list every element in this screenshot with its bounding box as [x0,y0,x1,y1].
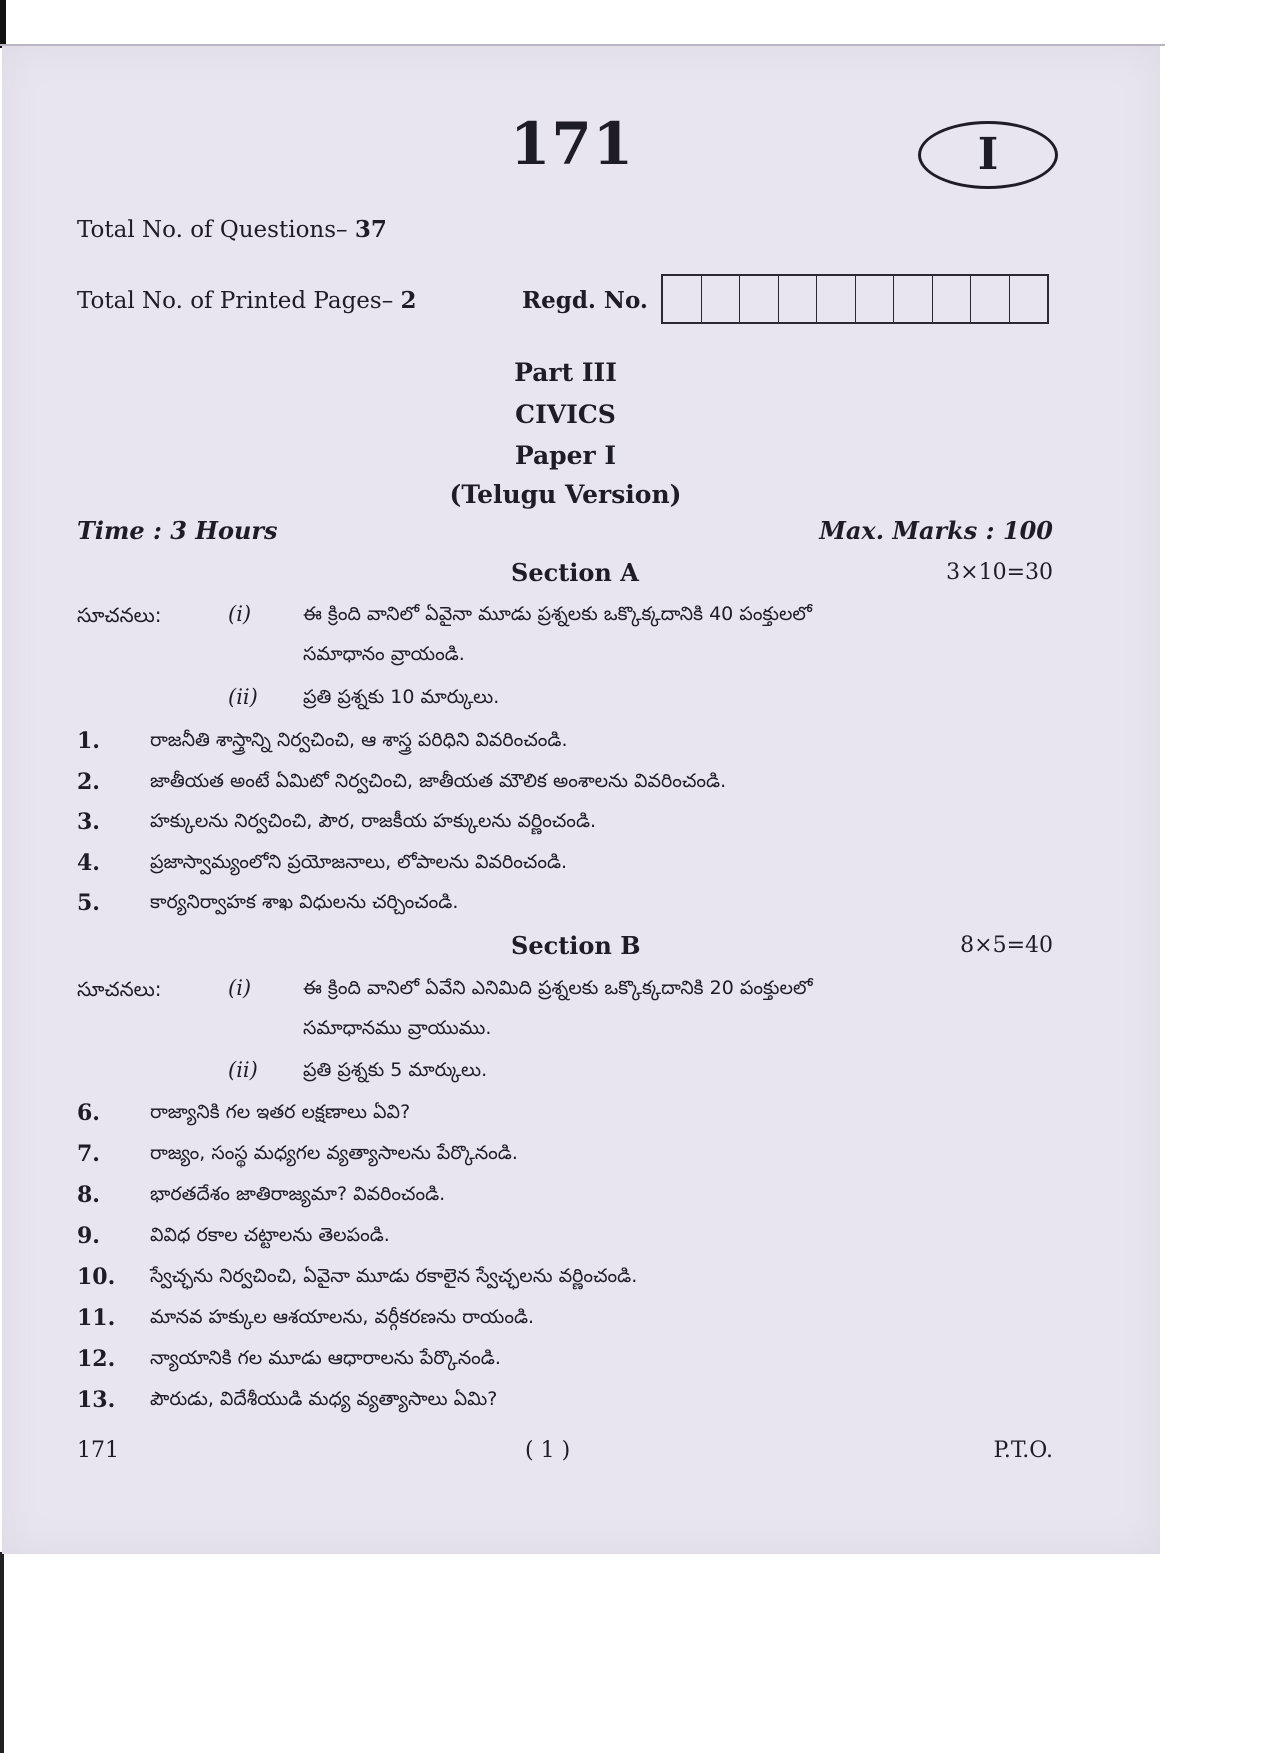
time-allowed: Time : 3 Hours [77,516,278,545]
question-number: 3. [77,809,100,835]
section-a-marks: 3×10=30 [946,560,1053,585]
instruction-text: ప్రతి ప్రశ్నకు 10 మార్కులు. [303,686,500,708]
regd-no-cell[interactable] [663,276,702,322]
question-text: న్యాయానికి గల మూడు ఆధారాలను పేర్కొనండి. [150,1347,501,1369]
instruction-num: (ii) [228,1058,258,1082]
regd-no-cell[interactable] [971,276,1010,322]
instruction-text: ఈ క్రింది వానిలో ఏవేని ఎనిమిది ప్రశ్నలకు ఒక్కొక్కదానికి 20 పంక్తులలో [303,977,813,999]
section-a-title: Section A [511,558,639,587]
paper-code: 171 [510,110,635,178]
total-questions [77,216,387,243]
question-number: 5. [77,890,100,916]
instruction-text-cont: సమాధానం వ్రాయండి. [303,643,465,665]
total-pages [77,287,417,314]
instruction-num: (i) [228,976,252,1000]
regd-no-cell[interactable] [740,276,779,322]
regd-no-cell[interactable] [1010,276,1048,322]
question-text: వివిధ రకాల చట్టాలను తెలపండి. [150,1224,390,1246]
regd-no-cell[interactable] [933,276,972,322]
question-number: 9. [77,1223,100,1249]
question-text: కార్యనిర్వాహక శాఖ విధులను చర్చించండి. [150,891,459,913]
please-turn-over: P.T.O. [993,1438,1053,1463]
question-text: మానవ హక్కుల ఆశయాలను, వర్గీకరణను రాయండి. [150,1306,535,1328]
paper-title: Paper I [514,441,617,470]
regd-no-label: Regd. No. [522,287,648,314]
max-marks: Max. Marks : 100 [819,516,1053,545]
set-code: I [977,129,999,180]
section-b-marks: 8×5=40 [960,933,1053,958]
question-text: స్వేచ్ఛను నిర్వచించి, ఏవైనా మూడు రకాలైన స్వేచ్ఛలను వర్ణించండి. [150,1265,638,1287]
question-number: 13. [77,1387,116,1413]
question-number: 12. [77,1346,116,1372]
instruction-text: ప్రతి ప్రశ్నకు 5 మార్కులు. [303,1059,488,1081]
question-number: 6. [77,1100,100,1126]
question-number: 7. [77,1141,100,1167]
question-text: జాతీయత అంటే ఏమిటో నిర్వచించి, జాతీయత మౌలిక అంశాలను వివరించండి. [150,770,727,792]
instruction-num: (i) [228,602,252,626]
regd-no-boxes[interactable] [661,274,1049,324]
question-text: ప్రజాస్వామ్యంలోని ప్రయోజనాలు, లోపాలను వివరించండి. [150,851,568,873]
instruction-text-cont: సమాధానము వ్రాయుము. [303,1017,492,1039]
question-text: రాజ్యం, సంస్థ మధ్యగల వ్యత్యాసాలను పేర్కొనండి. [150,1142,518,1164]
instruction-num: (ii) [228,685,258,709]
regd-no-cell[interactable] [856,276,895,322]
total-questions-value: 37 [354,216,387,243]
section-b-instruction-label: సూచనలు: [77,977,162,1001]
version-title: (Telugu Version) [449,480,682,509]
question-number: 4. [77,850,100,876]
set-code-badge [918,121,1058,189]
question-text: పౌరుడు, విదేశీయుడి మధ్య వ్యత్యాసాలు ఏమి? [150,1388,498,1410]
total-questions-label: Total No. of Questions– [77,217,348,243]
question-text: హక్కులను నిర్వచించి, పౌర, రాజకీయ హక్కులను వర్ణించండి. [150,810,597,832]
page-number: ( 1 ) [525,1438,571,1463]
question-text: రాజ్యానికి గల ఇతర లక్షణాలు ఏవి? [150,1101,411,1123]
regd-no-cell[interactable] [894,276,933,322]
total-pages-value: 2 [400,287,417,314]
section-a-instruction-label: సూచనలు: [77,603,162,627]
question-number: 2. [77,769,100,795]
regd-no-cell[interactable] [702,276,741,322]
question-text: రాజనీతి శాస్త్రాన్ని నిర్వచించి, ఆ శాస్త్ర పరిధిని వివరించండి. [150,729,568,751]
scan-edge-mark-bottom [0,1552,4,1753]
regd-no-cell[interactable] [779,276,818,322]
total-pages-label: Total No. of Printed Pages– [77,288,394,314]
instruction-text: ఈ క్రింది వానిలో ఏవైనా మూడు ప్రశ్నలకు ఒక్కొక్కదానికి 40 పంక్తులలో [303,603,812,625]
question-number: 1. [77,728,100,754]
part-title: Part III [514,358,617,387]
question-number: 10. [77,1264,116,1290]
subject-title: CIVICS [515,400,616,429]
section-b-title: Section B [511,931,641,960]
question-text: భారతదేశం జాతిరాజ్యమా? వివరించండి. [150,1183,446,1205]
question-number: 11. [77,1305,116,1331]
regd-no-cell[interactable] [817,276,856,322]
footer-paper-code: 171 [77,1438,119,1463]
scan-edge-mark [0,0,6,48]
question-number: 8. [77,1182,100,1208]
